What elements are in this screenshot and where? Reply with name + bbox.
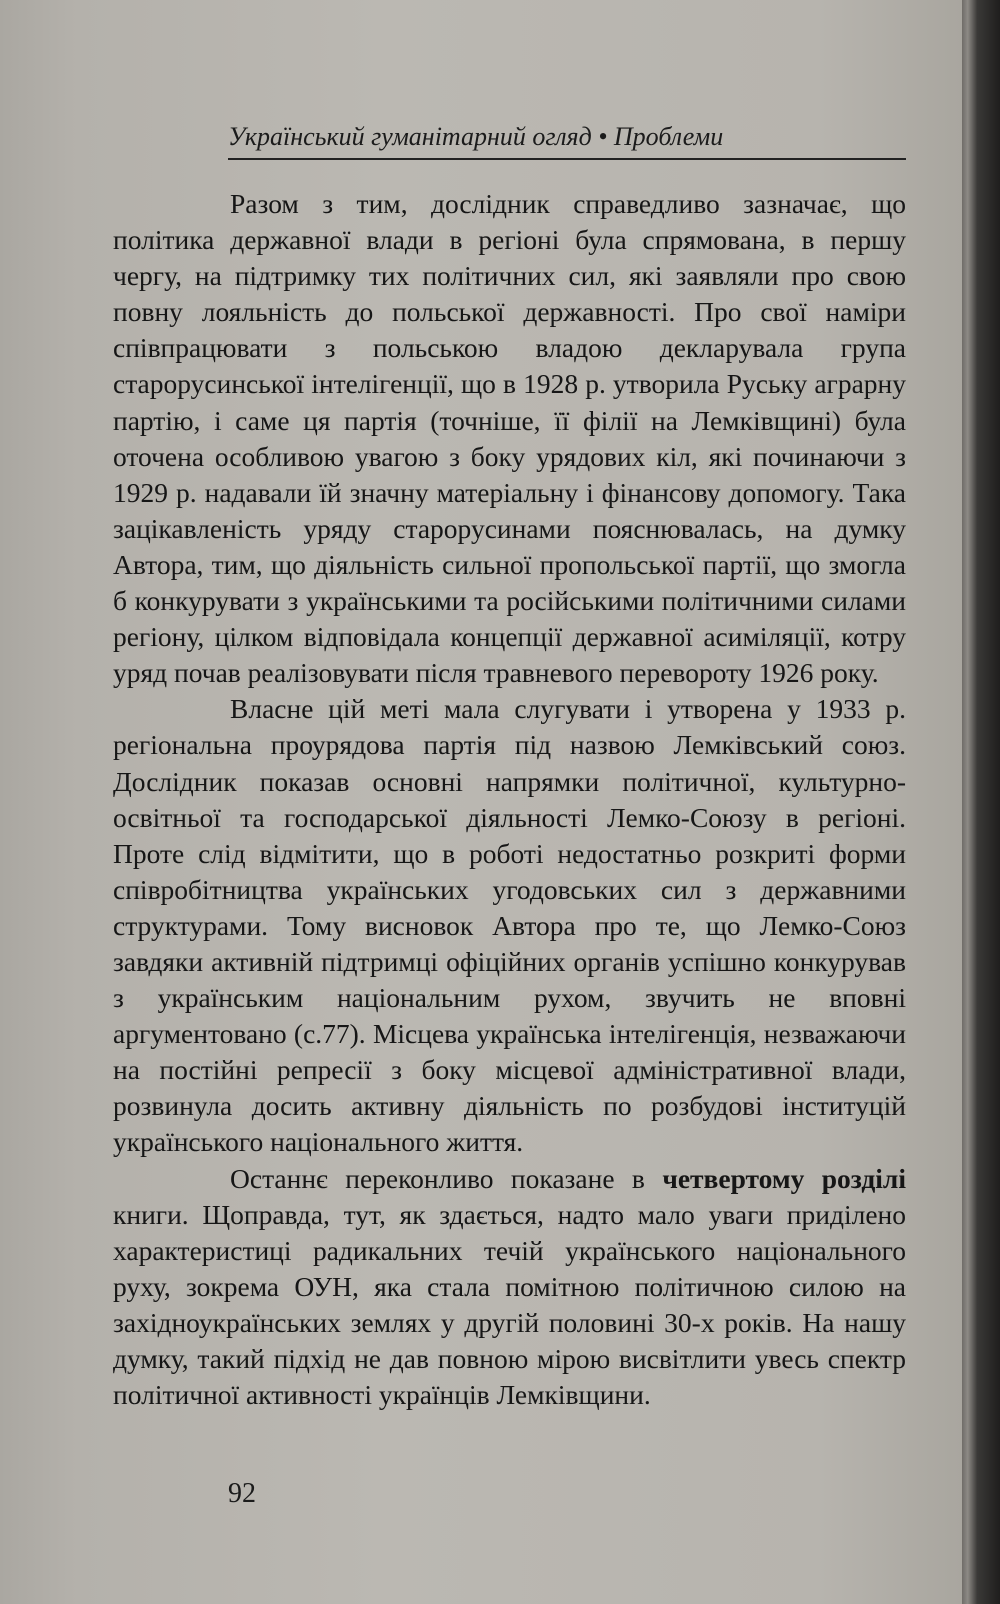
paragraph <box>113 186 906 691</box>
paragraph-text: Останнє переконливо показане в <box>230 1162 663 1194</box>
chapter-reference: четвертому розділі <box>662 1162 906 1194</box>
book-spine-edge <box>962 0 1000 1604</box>
paragraph-text: Разом з тим, дослідник справедливо зазначає, що політика державної влади в регіоні була спрямована, в першу чергу, на підтримку тих політичних сил, які заявляли про свою повну лояльність до польської державності. Про свої наміри співпрацювати з польською владою декларувала група старорусинської інтелігенції, що в 1928 р. утворила Руську аграрну партію, і саме ця партія (точніше, її філії на Лемківщині) була оточена особливою увагою з боку урядових кіл, які починаючи з 1929 р. надавали їй значну матеріальну і фінансову допомогу. Така зацікавленість уряду старорусинами пояснювалась, на думку Автора, тим, що діяльність сильної пропольської партії, що змогла б конкурувати з українськими та російськими політичними силами регіону, цілком відповідала концепції державної асиміляції, котру уряд почав реалізовувати після травневого перевороту 1926 року. <box>113 188 906 689</box>
page-number: 92 <box>228 1478 256 1509</box>
paragraph <box>113 691 906 1160</box>
paragraph <box>113 1161 906 1414</box>
paragraph-text: Власне цій меті мала слугувати і утворена у 1933 р. регіональна проурядова партія під назвою Лемківський союз. Дослідник показав основні напрямки політичної, культурно-освітньої та господарської діяльності Лемко-Союзу в регіоні. Проте слід відмітити, що в роботі недостатньо розкриті форми співробітництва українських угодовських сил з державними структурами. Тому висновок Автора про те, що Лемко-Союз завдяки активній підтримці офіційних органів успішно конкурував з українським національним рухом, звучить не вповні аргументовано (с.77). Місцева українська інтелігенція, незважаючи на постійні репресії з боку місцевої адміністративної влади, розвинула досить активну діяльність по розбудові інституцій українського національного життя. <box>113 693 906 1158</box>
body-text <box>113 186 906 1413</box>
paragraph-text: книги. Щоправда, тут, як здається, надто мало уваги приділено характеристиці радикальних течій українського національного руху, зокрема ОУН, яка стала помітною політичною силою на західноукраїнських землях у другій половині 30-х років. На нашу думку, такий підхід не дав повною мірою висвітлити увесь спектр політичної активності українців Лемківщини. <box>113 1198 906 1411</box>
running-head <box>228 108 906 160</box>
running-head-title: Український гуманітарний огляд • Проблеми <box>228 122 724 151</box>
